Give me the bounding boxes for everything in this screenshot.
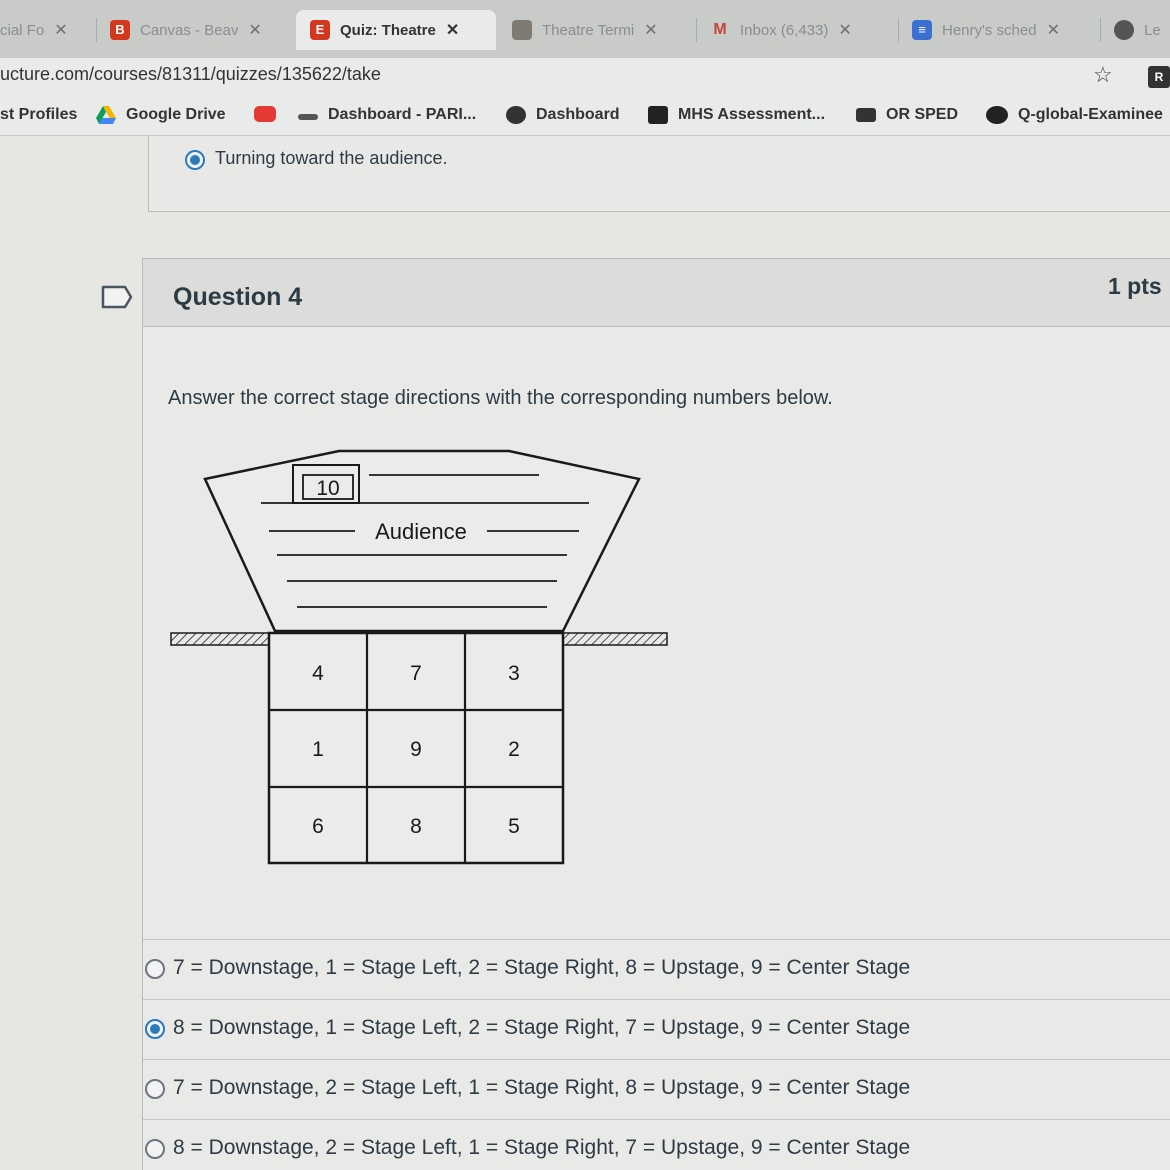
stage-cell-number: 3 <box>508 662 520 685</box>
answer-label[interactable]: 8 = Downstage, 2 = Stage Left, 1 = Stage Right, 7 = Upstage, 9 = Center Stage <box>173 1136 911 1159</box>
pari-icon <box>298 114 318 120</box>
close-icon[interactable]: ✕ <box>644 22 658 39</box>
google-drive-icon <box>96 106 116 124</box>
tab-separator <box>1100 18 1101 42</box>
docs-icon: ≡ <box>912 20 932 40</box>
bookmark-mhs-assessment[interactable] <box>648 106 825 124</box>
close-icon[interactable]: ✕ <box>248 22 262 39</box>
gmail-icon: M <box>710 20 730 40</box>
tab-title: cial Fo <box>0 21 45 39</box>
answer-option-3[interactable] <box>143 1059 1170 1119</box>
tab-separator <box>696 18 697 42</box>
stage-cell-number: 9 <box>410 738 422 761</box>
stage-cell-number: 6 <box>312 815 324 838</box>
bookmark-label: Q-global-Examinee <box>1018 106 1163 123</box>
star-icon[interactable]: ☆ <box>1093 62 1113 87</box>
bookmark-label: OR SPED <box>886 106 959 123</box>
bookmark-or-sped[interactable] <box>856 106 958 124</box>
canvas-icon: E <box>310 20 330 40</box>
bookmark-q-global[interactable] <box>986 106 1163 124</box>
answer-radio-selected[interactable] <box>185 150 205 170</box>
stage-wing-left <box>171 633 275 645</box>
bookmark-dashboard[interactable] <box>506 106 620 124</box>
answer-label: Turning toward the audience. <box>215 148 448 168</box>
answer-radio[interactable] <box>145 1139 165 1159</box>
tab-title: Henry's sched <box>942 21 1037 39</box>
tab-quiz-theatre[interactable] <box>296 10 496 50</box>
bookmarks-bar <box>0 96 1170 136</box>
question-points: 1 pts <box>1108 273 1162 299</box>
stage-grid <box>269 633 563 863</box>
bookmark-label: st Profiles <box>0 106 78 123</box>
stage-cell-number: 4 <box>312 662 324 685</box>
answer-label[interactable]: 7 = Downstage, 2 = Stage Left, 1 = Stage Right, 8 = Upstage, 9 = Center Stage <box>173 1076 911 1099</box>
tab-canvas[interactable] <box>110 10 290 50</box>
building-icon <box>648 106 668 124</box>
book-icon <box>856 108 876 122</box>
bookmark-youtube[interactable] <box>254 106 286 122</box>
globe-icon <box>1114 20 1134 40</box>
tab-partial[interactable] <box>0 10 88 50</box>
answer-label[interactable]: 7 = Downstage, 1 = Stage Left, 2 = Stage Right, 8 = Upstage, 9 = Center Stage <box>173 956 911 979</box>
extension-icon[interactable]: R <box>1148 66 1170 88</box>
answer-option-2[interactable] <box>143 999 1170 1059</box>
audience-label: Audience <box>375 519 467 544</box>
tab-henrys-schedule[interactable] <box>912 10 1092 50</box>
youtube-icon <box>254 106 276 122</box>
audience-box-number: 10 <box>316 477 340 500</box>
stage-cell-number: 7 <box>410 662 422 685</box>
stage-cell-number: 5 <box>508 815 520 838</box>
tab-separator <box>96 18 97 42</box>
url-text[interactable]: ucture.com/courses/81311/quizzes/135622/take <box>0 64 381 84</box>
question-header <box>143 259 1170 327</box>
close-icon[interactable]: ✕ <box>445 22 460 39</box>
tab-title: Inbox (6,433) <box>740 21 829 39</box>
question-card <box>142 258 1170 1170</box>
answer-radio[interactable] <box>145 959 165 979</box>
bookmark-label: Dashboard - PARI... <box>328 106 477 123</box>
previous-question-answer <box>148 136 1170 212</box>
bookmark-dashboard-pari[interactable] <box>298 106 476 124</box>
answer-list <box>143 939 1170 1170</box>
bookmark-google-drive[interactable] <box>96 106 226 124</box>
tab-title: Canvas - Beav <box>140 21 239 39</box>
tab-separator <box>898 18 899 42</box>
close-icon[interactable]: ✕ <box>838 22 852 39</box>
stage-wing-right <box>563 633 667 645</box>
answer-label[interactable]: 8 = Downstage, 1 = Stage Left, 2 = Stage Right, 7 = Upstage, 9 = Center Stage <box>173 1016 911 1039</box>
flag-question-icon[interactable] <box>101 285 133 309</box>
bookmark-label: Dashboard <box>536 106 620 123</box>
tab-title: Le <box>1144 21 1161 39</box>
question-title: Question 4 <box>173 283 303 311</box>
tab-title: Theatre Termi <box>542 21 635 39</box>
question-prompt: Answer the correct stage directions with the corresponding numbers below. <box>168 387 833 409</box>
audience-area <box>205 451 639 631</box>
close-icon[interactable]: ✕ <box>54 22 68 39</box>
stage-diagram <box>169 439 689 879</box>
stage-cell-number: 2 <box>508 738 520 761</box>
answer-option-1[interactable] <box>143 939 1170 999</box>
close-icon[interactable]: ✕ <box>1046 22 1060 39</box>
canvas-icon: B <box>110 20 130 40</box>
answer-radio[interactable] <box>145 1079 165 1099</box>
q-global-icon <box>986 106 1008 124</box>
address-bar[interactable] <box>0 58 1170 96</box>
answer-option-4[interactable] <box>143 1119 1170 1170</box>
stage-cell-number: 1 <box>312 738 324 761</box>
doc-icon <box>512 20 532 40</box>
tab-partial-right[interactable] <box>1114 10 1170 50</box>
dashboard-icon <box>506 106 526 124</box>
tab-theatre-terms[interactable] <box>512 10 688 50</box>
browser-tab-strip <box>0 0 1170 58</box>
tab-title: Quiz: Theatre <box>340 21 436 39</box>
stage-cell-number: 8 <box>410 815 422 838</box>
tab-inbox[interactable] <box>710 10 890 50</box>
bookmark-profiles[interactable] <box>0 106 77 124</box>
bookmark-label: Google Drive <box>126 106 226 123</box>
bookmark-label: MHS Assessment... <box>678 106 826 123</box>
answer-radio-selected[interactable] <box>145 1019 165 1039</box>
